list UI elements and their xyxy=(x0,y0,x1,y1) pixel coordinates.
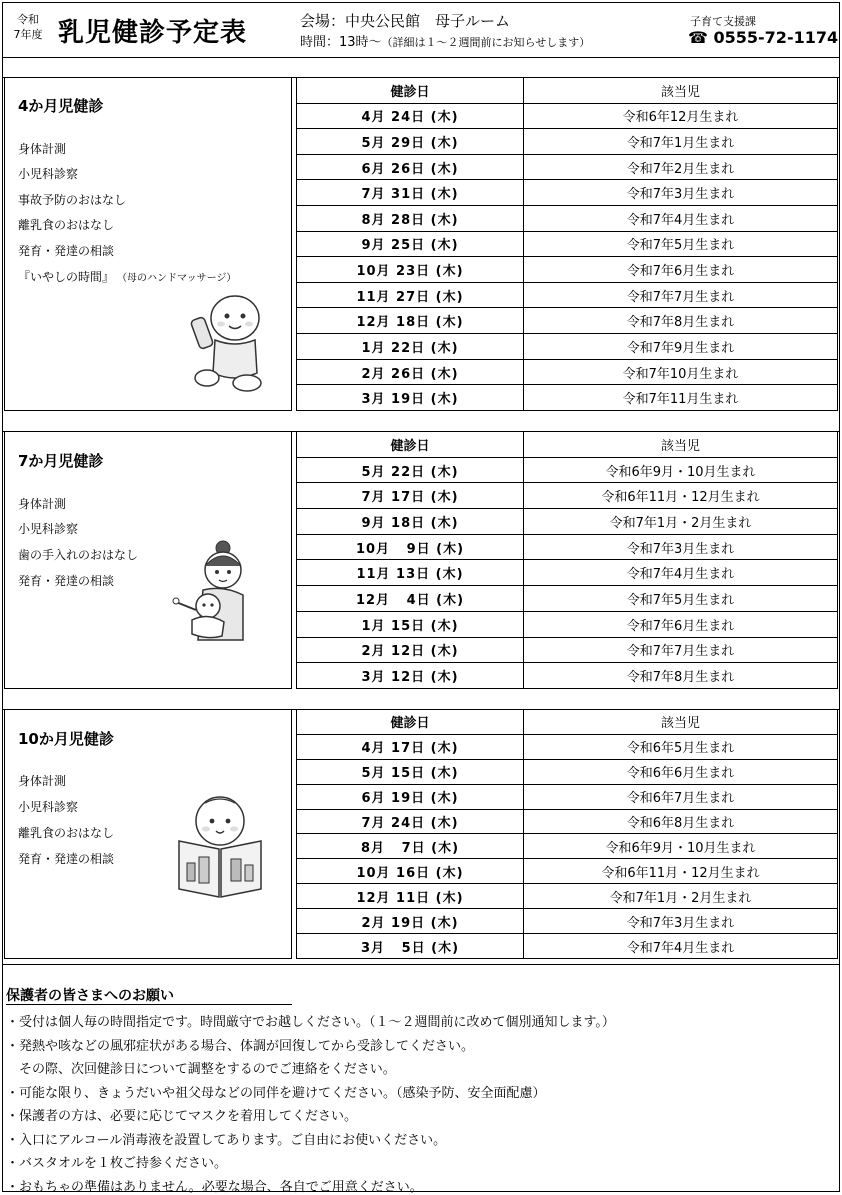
exam-date-cell: 2月 19日 (木) xyxy=(297,909,524,934)
exam-date-cell: 3月 12日 (木) xyxy=(297,663,524,689)
notice-line: その際、次回健診日について調整をするのでご連絡をください。 xyxy=(6,1062,396,1077)
healing-time-label: 『いやしの時間』 xyxy=(18,270,115,284)
fiscal-year xyxy=(10,12,46,42)
eligible-children-cell: 令和6年5月生まれ xyxy=(524,734,838,759)
eligible-children-cell: 令和6年12月生まれ xyxy=(524,103,838,129)
exam-date-cell: 7月 31日 (木) xyxy=(297,180,524,206)
table-row xyxy=(297,586,838,612)
exam-date-cell: 7月 24日 (木) xyxy=(297,809,524,834)
exam-date-cell: 10月 16日 (木) xyxy=(297,859,524,884)
exam-date-cell: 11月 27日 (木) xyxy=(297,282,524,308)
section-4m-item-healing xyxy=(18,268,236,285)
eligible-children-cell: 令和7年4月生まれ xyxy=(524,206,838,232)
exam-date-cell: 5月 15日 (木) xyxy=(297,759,524,784)
exam-date-cell: 6月 26日 (木) xyxy=(297,154,524,180)
exam-date-cell: 12月 4日 (木) xyxy=(297,586,524,612)
eligible-children-cell: 令和7年6月生まれ xyxy=(524,257,838,283)
eligible-children-cell: 令和7年8月生まれ xyxy=(524,663,838,689)
notice-title: 保護者の皆さまへのお願い xyxy=(6,988,174,1004)
exam-date-cell: 4月 24日 (木) xyxy=(297,103,524,129)
exam-date-cell: 8月 28日 (木) xyxy=(297,206,524,232)
eligible-children-cell: 令和7年10月生まれ xyxy=(524,359,838,385)
table-row xyxy=(297,359,838,385)
exam-date-cell: 3月 5日 (木) xyxy=(297,934,524,959)
eligible-children-cell: 令和7年4月生まれ xyxy=(524,560,838,586)
exam-date-cell: 11月 13日 (木) xyxy=(297,560,524,586)
table-row xyxy=(297,934,838,959)
date-column-header: 健診日 xyxy=(297,78,524,104)
eligible-children-cell: 令和7年9月生まれ xyxy=(524,334,838,360)
exam-date-cell: 2月 26日 (木) xyxy=(297,359,524,385)
target-column-header: 該当児 xyxy=(524,78,838,104)
exam-date-cell: 5月 22日 (木) xyxy=(297,457,524,483)
eligible-children-cell: 令和7年2月生まれ xyxy=(524,154,838,180)
exam-date-cell: 1月 15日 (木) xyxy=(297,611,524,637)
section-10m-schedule-table xyxy=(296,709,838,959)
time-main: 時間：13時～ xyxy=(300,35,382,50)
section-4m-item: 事故予防のおはなし xyxy=(18,193,127,207)
eligible-children-cell: 令和6年11月・12月生まれ xyxy=(524,483,838,509)
section-4m-schedule-table xyxy=(296,77,838,411)
table-row xyxy=(297,180,838,206)
exam-date-cell: 12月 18日 (木) xyxy=(297,308,524,334)
table-row xyxy=(297,663,838,689)
table-row xyxy=(297,385,838,411)
year-label: 7年度 xyxy=(13,28,43,41)
notice-line: ・バスタオルを１枚ご持参ください。 xyxy=(6,1156,228,1171)
table-row xyxy=(297,154,838,180)
eligible-children-cell: 令和6年7月生まれ xyxy=(524,784,838,809)
table-row xyxy=(297,637,838,663)
table-row xyxy=(297,483,838,509)
exam-date-cell: 3月 19日 (木) xyxy=(297,385,524,411)
healing-time-note: （母のハンドマッサージ） xyxy=(122,273,237,284)
time-text xyxy=(300,31,590,50)
table-row xyxy=(297,103,838,129)
eligible-children-cell: 令和7年11月生まれ xyxy=(524,385,838,411)
exam-date-cell: 6月 19日 (木) xyxy=(297,784,524,809)
eligible-children-cell: 令和6年8月生まれ xyxy=(524,809,838,834)
table-row xyxy=(297,809,838,834)
table-header-row xyxy=(297,710,838,735)
eligible-children-cell: 令和6年6月生まれ xyxy=(524,759,838,784)
eligible-children-cell: 令和7年7月生まれ xyxy=(524,637,838,663)
eligible-children-cell: 令和6年11月・12月生まれ xyxy=(524,859,838,884)
eligible-children-cell: 令和7年3月生まれ xyxy=(524,180,838,206)
eligible-children-cell: 令和6年9月・10月生まれ xyxy=(524,457,838,483)
page-title: 乳児健診予定表 xyxy=(58,18,248,48)
eligible-children-cell: 令和7年5月生まれ xyxy=(524,231,838,257)
eligible-children-cell: 令和7年3月生まれ xyxy=(524,534,838,560)
phone-number: ☎ 0555-72-1174 xyxy=(688,28,839,47)
table-row xyxy=(297,884,838,909)
section-7m-item: 身体計測 xyxy=(18,497,67,511)
section-7m-item: 小児科診察 xyxy=(18,522,79,536)
eligible-children-cell: 令和7年5月生まれ xyxy=(524,586,838,612)
section-10m-item: 離乳食のおはなし xyxy=(18,826,115,840)
venue-text: 会場：中央公民館 母子ルーム xyxy=(300,12,511,30)
eligible-children-cell: 令和7年7月生まれ xyxy=(524,282,838,308)
exam-date-cell: 2月 12日 (木) xyxy=(297,637,524,663)
notice-title-underline xyxy=(6,1004,292,1005)
eligible-children-cell: 令和7年4月生まれ xyxy=(524,934,838,959)
baby-reading-book-illustration xyxy=(175,793,265,903)
section-10m-title: 10か月児健診 xyxy=(18,730,114,748)
exam-date-cell: 1月 22日 (木) xyxy=(297,334,524,360)
table-row xyxy=(297,129,838,155)
table-row xyxy=(297,457,838,483)
section-4m-item: 小児科診察 xyxy=(18,167,79,181)
exam-date-cell: 8月 7日 (木) xyxy=(297,834,524,859)
table-row xyxy=(297,734,838,759)
table-row xyxy=(297,759,838,784)
section-7m-schedule-table xyxy=(296,431,838,689)
table-row xyxy=(297,909,838,934)
table-row xyxy=(297,611,838,637)
notice-line: ・入口にアルコール消毒液を設置してあります。ご自由にお使いください。 xyxy=(6,1132,447,1148)
notice-line: ・可能な限り、きょうだいや祖父母などの同伴を避けてください。（感染予防、安全面配慮） xyxy=(6,1085,546,1101)
section-4m-title: 4か月児健診 xyxy=(18,97,104,115)
exam-date-cell: 9月 25日 (木) xyxy=(297,231,524,257)
eligible-children-cell: 令和7年6月生まれ xyxy=(524,611,838,637)
section-10m-item: 発育・発達の相談 xyxy=(18,852,115,866)
table-row xyxy=(297,859,838,884)
eligible-children-cell: 令和6年9月・10月生まれ xyxy=(524,834,838,859)
table-row xyxy=(297,509,838,535)
exam-date-cell: 12月 11日 (木) xyxy=(297,884,524,909)
table-row xyxy=(297,231,838,257)
section-divider xyxy=(2,964,840,965)
exam-date-cell: 10月 9日 (木) xyxy=(297,534,524,560)
table-row xyxy=(297,534,838,560)
section-4m-item: 身体計測 xyxy=(18,142,67,156)
section-7m-title: 7か月児健診 xyxy=(18,452,104,470)
table-row xyxy=(297,308,838,334)
table-row xyxy=(297,206,838,232)
date-column-header: 健診日 xyxy=(297,432,524,458)
table-row xyxy=(297,784,838,809)
eligible-children-cell: 令和7年3月生まれ xyxy=(524,909,838,934)
table-header-row xyxy=(297,78,838,104)
exam-date-cell: 5月 29日 (木) xyxy=(297,129,524,155)
date-column-header: 健診日 xyxy=(297,710,524,735)
table-row xyxy=(297,834,838,859)
table-header-row xyxy=(297,432,838,458)
section-7m-item: 歯の手入れのおはなし xyxy=(18,548,139,562)
target-column-header: 該当児 xyxy=(524,432,838,458)
eligible-children-cell: 令和7年1月生まれ xyxy=(524,129,838,155)
notice-line: ・発熱や咳などの風邪症状がある場合、体調が回復してから受診してください。 xyxy=(6,1038,475,1054)
eligible-children-cell: 令和7年1月・2月生まれ xyxy=(524,509,838,535)
baby-bottle-illustration xyxy=(185,288,275,393)
target-column-header: 該当児 xyxy=(524,710,838,735)
header-divider xyxy=(2,57,840,58)
section-7m-item: 発育・発達の相談 xyxy=(18,574,115,588)
section-4m-item: 発育・発達の相談 xyxy=(18,244,115,258)
time-note: （詳細は１～２週間前にお知らせします） xyxy=(381,36,591,49)
exam-date-cell: 7月 17日 (木) xyxy=(297,483,524,509)
notice-line: ・受付は個人毎の時間指定です。時間厳守でお越しください。（１～２週間前に改めて個別通知します。） xyxy=(6,1015,615,1030)
table-row xyxy=(297,334,838,360)
organization-name: 子育て支援課 xyxy=(690,15,756,28)
eligible-children-cell: 令和7年8月生まれ xyxy=(524,308,838,334)
exam-date-cell: 10月 23日 (木) xyxy=(297,257,524,283)
table-row xyxy=(297,257,838,283)
table-row xyxy=(297,282,838,308)
section-10m-item: 小児科診察 xyxy=(18,800,79,814)
section-4m-item: 離乳食のおはなし xyxy=(18,218,115,232)
notice-line: ・保護者の方は、必要に応じてマスクを着用してください。 xyxy=(6,1109,358,1124)
notice-line: ・おもちゃの準備はありません。必要な場合、各自でご用意ください。 xyxy=(6,1179,423,1195)
era-label: 令和 xyxy=(17,13,39,26)
eligible-children-cell: 令和7年1月・2月生まれ xyxy=(524,884,838,909)
mother-baby-illustration xyxy=(168,540,248,645)
exam-date-cell: 9月 18日 (木) xyxy=(297,509,524,535)
section-10m-item: 身体計測 xyxy=(18,774,67,788)
exam-date-cell: 4月 17日 (木) xyxy=(297,734,524,759)
table-row xyxy=(297,560,838,586)
